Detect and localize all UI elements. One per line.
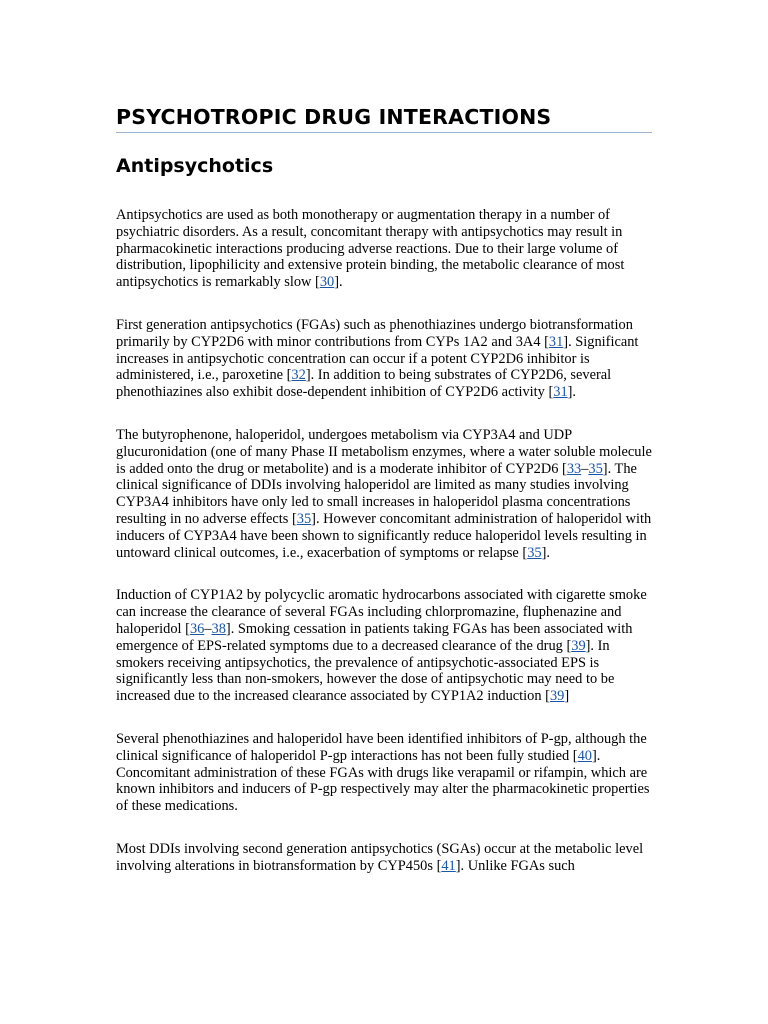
- paragraph-text: ]. The clinical significance of DDIs involving haloperidol are limited as many studies involving CYP3A4 inhibitors have only led to small increases in haloperidol plasma concentrations resulting in no adverse effects [: [116, 460, 637, 527]
- paragraph: [116, 317, 652, 401]
- paragraph-text: ].: [334, 274, 343, 291]
- paragraph-text: ]: [564, 688, 570, 705]
- citation-link[interactable]: 31: [548, 333, 564, 350]
- citation-link[interactable]: 40: [577, 747, 592, 764]
- paragraph: [116, 587, 652, 705]
- paragraph-text: –: [204, 620, 212, 637]
- section-heading: Antipsychotics: [116, 155, 274, 177]
- paragraph-text: ]. Concomitant administration of these FGAs with drugs like verapamil or rifampin, which are known inhibitors and inducers of P-gp respectively may alter the pharmacokinetic properties of these medications.: [116, 747, 650, 815]
- paragraph-text: Most DDIs involving second generation antipsychotics (SGAs) occur at the metabolic level involving alterations in biotransformation by CYP450s [: [116, 840, 644, 874]
- citation-link[interactable]: 32: [291, 367, 306, 384]
- paragraph: [116, 207, 652, 291]
- paragraph-text: ].: [541, 544, 550, 561]
- citation-link[interactable]: 33: [566, 460, 582, 477]
- citation-link[interactable]: 36: [189, 620, 205, 637]
- paragraph-text: Induction of CYP1A2 by polycyclic aromatic hydrocarbons associated with cigarette smoke can increase the clearance of several FGAs including chlorpromazine, fluphenazine and haloperidol [: [116, 587, 647, 637]
- paragraph-text: First generation antipsychotics (FGAs) such as phenothiazines undergo biotransformation primarily by CYP2D6 with minor contributions from CYPs 1A2 and 3A4 [: [116, 316, 633, 350]
- paragraph-text: Several phenothiazines and haloperidol have been identified inhibitors of P-gp, although the clinical significance of haloperidol P-gp interactions has not been fully studied [: [116, 730, 647, 764]
- paragraph: [116, 731, 652, 815]
- citation-link[interactable]: 35: [527, 544, 542, 561]
- paragraph-text: ]. In smokers receiving antipsychotics, the prevalence of antipsychotic-associated EPS is significantly less than non-smokers, however the dose of antipsychotic may need to be increased due to the increased clearance associated by CYP1A2 induction [: [116, 637, 615, 705]
- citation-link[interactable]: 30: [319, 274, 335, 291]
- citation-link[interactable]: 39: [571, 637, 586, 654]
- citation-link[interactable]: 31: [553, 384, 568, 401]
- citation-link[interactable]: 35: [588, 460, 603, 477]
- citation-link[interactable]: 38: [211, 620, 226, 637]
- paragraph-text: ]. Unlike FGAs such: [455, 857, 575, 874]
- paragraph-text: ]. Significant increases in antipsychotic concentration can occur if a potent CYP2D6 inhibitor is administered, i.e., paroxetine [: [116, 333, 639, 384]
- paragraph-text: The butyrophenone, haloperidol, undergoes metabolism via CYP3A4 and UDP glucuronidation (one of many Phase II metabolism enzymes, where a water soluble molecule is added onto the drug or metabolite) and is a moderate inhibitor of CYP2D6 [: [116, 426, 652, 477]
- paragraph: [116, 841, 652, 875]
- paragraph-text: ]. In addition to being substrates of CYP2D6, several phenothiazines also exhibit dose-dependent inhibition of CYP2D6 activity [: [116, 367, 612, 401]
- paragraph-text: –: [581, 460, 589, 477]
- citation-link[interactable]: 41: [441, 857, 456, 874]
- citation-link[interactable]: 35: [296, 510, 312, 527]
- paragraph-text: ]. Smoking cessation in patients taking FGAs has been associated with emergence of EPS-related symptoms due to a decreased clearance of the drug [: [116, 620, 633, 654]
- citation-link[interactable]: 39: [549, 688, 565, 705]
- paragraph-text: ].: [567, 384, 577, 401]
- paragraph-text: ]. However concomitant administration of haloperidol with inducers of CYP3A4 have been shown to significantly reduce haloperidol levels resulting in untoward clinical outcomes, i.e., exacerbation of symptoms or relapse [: [116, 510, 652, 561]
- document-body: [116, 104, 652, 875]
- paragraph-text: Antipsychotics are used as both monotherapy or augmentation therapy in a number of psychiatric disorders. As a result, concomitant therapy with antipsychotics may result in pharmacokinetic interactions producing adverse reactions. Due to their large volume of distribution, lipophilicity and extensive protein binding, the metabolic clearance of most antipsychotics is remarkably slow [: [116, 207, 625, 291]
- paragraph: [116, 427, 652, 561]
- page-title: PSYCHOTROPIC DRUG INTERACTIONS: [116, 104, 652, 133]
